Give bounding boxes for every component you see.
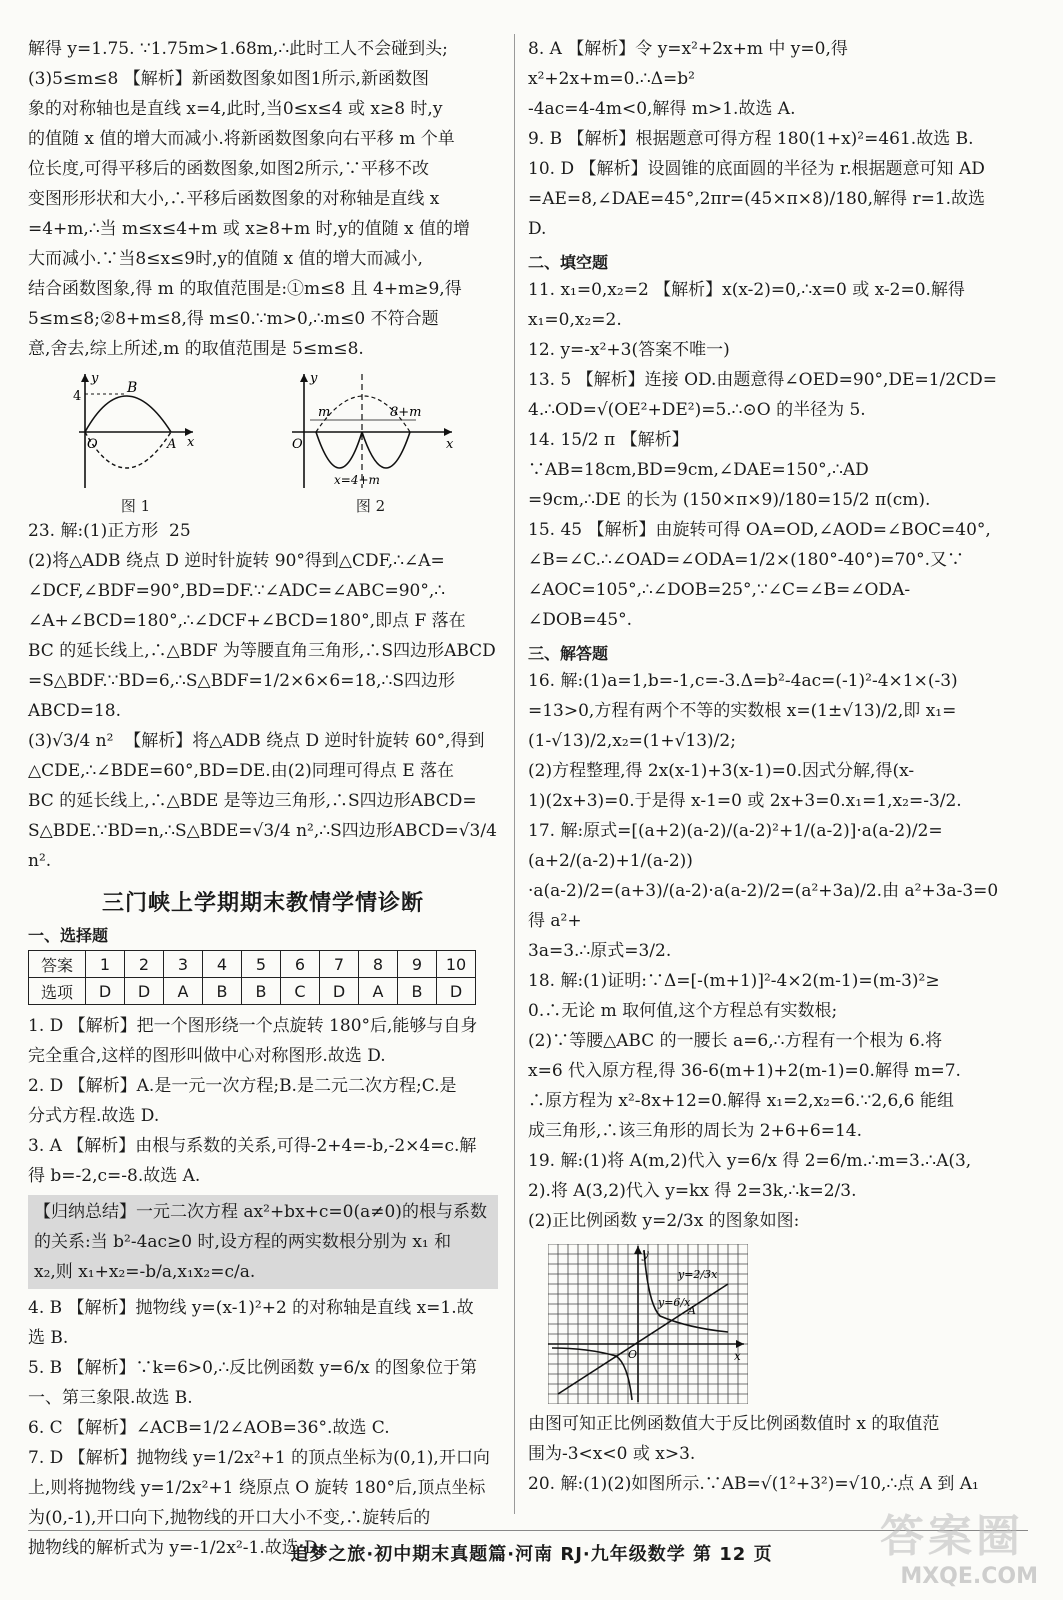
text-line: S△BDE.∵BD=n,∴S△BDE=√3/4 n²,∴S四边形ABCD=√3/4 n². xyxy=(28,821,503,871)
text-line: (1-√13)/2,x₂=(1+√13)/2; xyxy=(528,731,736,751)
fig2-8m-label: 8+m xyxy=(389,405,421,420)
text-line: 23. 解:(1)正方形 25 xyxy=(28,521,191,541)
footer-rule xyxy=(28,1530,1028,1531)
text-line: (3)5≤m≤8 【解析】新函数图象如图1所示,新函数图 xyxy=(28,69,429,89)
text-line: 3. A 【解析】由根与系数的关系,可得-2+4=-b,-2×4=c.解 xyxy=(28,1136,477,1156)
text-line: 8. A 【解析】令 y=x²+2x+m 中 y=0,得 x²+2x+m=0.∴Δ=b² xyxy=(528,39,854,89)
text-line: ∴原方程为 x²-8x+12=0.解得 x₁=2,x₂=6.∵2,6,6 能组 xyxy=(528,1091,954,1111)
fig1-y-label: y xyxy=(90,371,98,386)
text-line: 15. 45 【解析】由旋转可得 OA=OD,∠AOD=∠BOC=40°, xyxy=(528,520,991,540)
text-line: x₁=0,x₂=2. xyxy=(528,310,622,330)
figure-row xyxy=(28,370,498,516)
text-line: 得 b=-2,c=-8.故选 A. xyxy=(28,1166,201,1186)
text-line: 完全重合,这样的图形叫做中心对称图形.故选 D. xyxy=(28,1046,386,1066)
answer-table-number: 10 xyxy=(437,951,476,978)
fig2-m-label: m xyxy=(317,405,330,420)
fig2-axis-label: x=4+m xyxy=(333,473,380,487)
answer-table-choice: C xyxy=(281,978,320,1005)
text-line: 12. y=-x²+3(答案不唯一) xyxy=(528,340,730,360)
answer-table-choice: D xyxy=(320,978,359,1005)
text-line: 16. 解:(1)a=1,b=-1,c=-3.Δ=b²-4ac=(-1)²-4×1×(-3) xyxy=(528,671,958,691)
text-line: -4ac=4-4m<0,解得 m>1.故选 A. xyxy=(528,99,796,119)
graph-eq1-label: y=2/3x xyxy=(678,1268,718,1281)
text-line: ·a(a-2)/2=(a+3)/(a-2)·a(a-2)/2=(a²+3a)/2.由 a²+3a-3=0 得 a²+ xyxy=(528,881,1004,931)
text-line: 一、第三象限.故选 B. xyxy=(28,1388,193,1408)
text-line: 3a=3.∴原式=3/2. xyxy=(528,941,672,961)
graph-a-label: A xyxy=(688,1304,696,1317)
text-line: 4. B 【解析】抛物线 y=(x-1)²+2 的对称轴是直线 x=1.故 xyxy=(28,1298,474,1318)
text-line: 19. 解:(1)将 A(m,2)代入 y=6/x 得 2=6/m.∴m=3.∴A(3, xyxy=(528,1151,972,1171)
text-line: 0.∴无论 m 取何值,这个方程总有实数根; xyxy=(528,1001,838,1021)
text-line: (2)方程整理,得 2x(x-1)+3(x-1)=0.因式分解,得(x- xyxy=(528,761,915,781)
summary-line: 【归纳总结】一元二次方程 ax²+bx+c=0(a≠0)的根与系数 xyxy=(34,1202,487,1222)
text-line: 解得 y=1.75. ∵1.75m>1.68m,∴此时工人不会碰到头; xyxy=(28,39,448,59)
answer-table-number: 1 xyxy=(86,951,125,978)
text-line: 位长度,可得平移后的函数图象,如图2所示,∵平移不改 xyxy=(28,159,430,179)
text-line: 20. 解:(1)(2)如图所示.∵AB=√(1²+3²)=√10,∴点 A 到 A₁ xyxy=(528,1474,979,1494)
text-line: 结合函数图象,得 m 的取值范围是:①m≤8 且 4+m≥9,得 xyxy=(28,279,462,299)
summary-box xyxy=(28,1195,498,1289)
fig2-y-label: y xyxy=(309,371,317,386)
answer-table-choice: D xyxy=(86,978,125,1005)
answer-table-number: 4 xyxy=(203,951,242,978)
solve-solutions xyxy=(528,666,1008,1236)
text-line: 上,则将抛物线 y=1/2x²+1 绕原点 O 旋转 180°后,顶点坐标 xyxy=(28,1478,486,1498)
fig2-x-label: x xyxy=(445,437,453,452)
text-line: 分式方程.故选 D. xyxy=(28,1106,160,1126)
text-line: (2)∵等腰△ABC 的一腰长 a=6,∴方程有一个根为 6.将 xyxy=(528,1031,943,1051)
section-solve-heading: 三、解答题 xyxy=(528,644,609,663)
figure-1-graph xyxy=(71,370,201,490)
answer-table-number: 5 xyxy=(242,951,281,978)
answer-table-number: 7 xyxy=(320,951,359,978)
answer-table-choice: A xyxy=(164,978,203,1005)
left-column xyxy=(28,34,503,1563)
answer-table-header-row xyxy=(29,951,476,978)
choice-explanations-cont xyxy=(28,1293,498,1563)
text-line: 13. 5 【解析】连接 OD.由题意得∠OED=90°,DE=1/2CD= xyxy=(528,370,997,390)
text-line: 抛物线的解析式为 y=-1/2x²-1.故选 D. xyxy=(28,1538,323,1558)
answer-table xyxy=(28,950,476,1005)
text-line: 大而减小.∵当8≤x≤9时,y的值随 x 值的增大而减小, xyxy=(28,249,423,269)
text-line: 6. C 【解析】∠ACB=1/2∠AOB=36°.故选 C. xyxy=(28,1418,390,1438)
text-line: ∠B=∠C.∴∠OAD=∠ODA=1/2×(180°-40°)=70°.又∵ xyxy=(528,550,964,570)
text-line: 为(0,-1),开口向下,抛物线的开口大小不变,∴旋转后的 xyxy=(28,1508,431,1528)
text-line: 7. D 【解析】抛物线 y=1/2x²+1 的顶点坐标为(0,1),开口向 xyxy=(28,1448,490,1468)
section-choice-heading: 一、选择题 xyxy=(28,926,109,945)
text-line: 9. B 【解析】根据题意可得方程 180(1+x)²=461.故选 B. xyxy=(528,129,974,149)
answer-table-number: 6 xyxy=(281,951,320,978)
text-line: 由图可知正比例函数值大于反比例函数值时 x 的取值范 xyxy=(528,1414,940,1434)
solve-solutions-cont xyxy=(528,1409,1008,1499)
graph-x-label: x xyxy=(734,1349,741,1363)
summary-line: x₂,则 x₁+x₂=-b/a,x₁x₂=c/a. xyxy=(34,1262,256,1282)
graph-eq2-label: y=6/x xyxy=(658,1296,691,1309)
q22-solution-text xyxy=(28,34,498,364)
text-line: 17. 解:原式=[(a+2)(a-2)/(a-2)²+1/(a-2)]·a(a-2)/2=(a+2/(a-2)+1/(a-2)) xyxy=(528,821,943,871)
answer-table-choice: B xyxy=(203,978,242,1005)
text-line: (2)正比例函数 y=2/3x 的图象如图: xyxy=(528,1211,800,1231)
figure-1 xyxy=(71,370,201,516)
answer-table-answer-row xyxy=(29,978,476,1005)
choice-explanations-right xyxy=(528,34,1008,244)
text-line: 5≤m≤8;②8+m≤8,得 m≤0.∵m>0,∴m≤0 不符合题 xyxy=(28,309,439,329)
watermark xyxy=(880,1500,1050,1590)
answer-table-number: 9 xyxy=(398,951,437,978)
text-line: 1)(2x+3)=0.于是得 x-1=0 或 2x+3=0.x₁=1,x₂=-3/2. xyxy=(528,791,962,811)
text-line: 10. D 【解析】设圆锥的底面圆的半径为 r.根据题意可知 AD xyxy=(528,159,985,179)
text-line: 象的对称轴也是直线 x=4,此时,当0≤x≤4 或 x≥8 时,y xyxy=(28,99,443,119)
page-footer: 追梦之旅·初中期末真题篇·河南 RJ·九年级数学 第 12 页 xyxy=(290,1544,773,1565)
summary-line: 的关系:当 b²-4ac≥0 时,设方程的两实数根分别为 x₁ 和 xyxy=(34,1232,452,1252)
text-line: 变图形形状和大小,∴平移后函数图象的对称轴是直线 x xyxy=(28,189,440,209)
fig2-o-label: O xyxy=(291,437,303,452)
text-line: 5. B 【解析】∵k=6>0,∴反比例函数 y=6/x 的图象位于第 xyxy=(28,1358,477,1378)
figure-1-caption: 图 1 xyxy=(120,497,151,515)
exam-title: 三门峡上学期期末教情学情诊断 xyxy=(101,891,424,916)
text-line: ∠A+∠BCD=180°,∴∠DCF+∠BCD=180°,即点 F 落在 xyxy=(28,611,466,631)
text-line: =AE=8,∠DAE=45°,2πr=(45×π×8)/180,解得 r=1.故选 D. xyxy=(528,189,991,239)
text-line: =4+m,∴当 m≤x≤4+m 或 x≥8+m 时,y的值随 x 值的增 xyxy=(28,219,471,239)
watermark-url: MXQE.COM xyxy=(900,1564,1038,1589)
text-line: (2)将△ADB 绕点 D 逆时针旋转 90°得到△CDF,∴∠A= xyxy=(28,551,445,571)
watermark-logo-text: 答案圈 xyxy=(880,1511,1024,1562)
text-line: x=6 代入原方程,得 36-6(m+1)+2(m-1)=0.解得 m=7. xyxy=(528,1061,961,1081)
text-line: △CDE,∴∠BDE=60°,BD=DE.由(2)同理可得点 E 落在 xyxy=(28,761,455,781)
text-line: 11. x₁=0,x₂=2 【解析】x(x-2)=0,∴x=0 或 x-2=0.解得 xyxy=(528,280,965,300)
answer-table-number: 2 xyxy=(125,951,164,978)
answer-table-choice: B xyxy=(398,978,437,1005)
text-line: ∠DCF,∠BDF=90°,BD=DF.∵∠ADC=∠ABC=90°,∴ xyxy=(28,581,446,601)
figure-2-caption: 图 2 xyxy=(355,497,386,515)
text-line: ∠DOB=45°. xyxy=(528,610,633,630)
text-line: 4.∴OD=√(OE²+DE²)=5.∴⊙O 的半径为 5. xyxy=(528,400,866,420)
answer-table-choice: D xyxy=(125,978,164,1005)
fill-blank-solutions xyxy=(528,275,1008,635)
answer-table-choice: B xyxy=(242,978,281,1005)
text-line: 14. 15/2 π 【解析】∵AB=18cm,BD=9cm,∠DAE=150°,∴AD xyxy=(528,430,869,480)
text-line: ∠AOC=105°,∴∠DOB=25°,∵∠C=∠B=∠ODA- xyxy=(528,580,911,600)
graph-o-label: O xyxy=(628,1348,638,1361)
answer-table-choice: A xyxy=(359,978,398,1005)
figure-2 xyxy=(286,370,456,516)
right-column xyxy=(528,34,1008,1499)
graph-y-label: y xyxy=(642,1247,649,1261)
text-line: 1. D 【解析】把一个图形绕一个点旋转 180°后,能够与自身 xyxy=(28,1016,478,1036)
text-line: 的值随 x 值的增大而减小.将新函数图象向右平移 m 个单 xyxy=(28,129,455,149)
answer-table-choice: D xyxy=(437,978,476,1005)
answer-table-number: 3 xyxy=(164,951,203,978)
q23-solution-text xyxy=(28,516,503,876)
text-line: BC 的延长线上,∴△BDF 为等腰直角三角形,∴S四边形ABCD xyxy=(28,641,496,661)
text-line: (3)√3/4 n² 【解析】将△ADB 绕点 D 逆时针旋转 60°,得到 xyxy=(28,731,485,751)
text-line: 围为-3<x<0 或 x>3. xyxy=(528,1444,696,1464)
fig1-o-label: O xyxy=(86,437,98,452)
function-graph xyxy=(548,1244,1008,1409)
text-line: =13>0,方程有两个不等的实数根 x=(1±√13)/2,即 x₁= xyxy=(528,701,957,721)
text-line: BC 的延长线上,∴△BDE 是等边三角形,∴S四边形ABCD= xyxy=(28,791,477,811)
text-line: 选 B. xyxy=(28,1328,69,1348)
fig1-b-label: B xyxy=(126,380,137,396)
choice-explanations xyxy=(28,1011,498,1191)
text-line: 2).将 A(3,2)代入 y=kx 得 2=3k,∴k=2/3. xyxy=(528,1181,857,1201)
fig1-four-label: 4 xyxy=(72,389,81,404)
column-divider xyxy=(514,34,515,1514)
function-graph-svg xyxy=(548,1244,748,1404)
figure-2-graph xyxy=(286,370,456,490)
text-line: =S△BDF.∵BD=6,∴S△BDF=1/2×6×6=18,∴S四边形ABCD=18. xyxy=(28,671,455,721)
text-line: =9cm,∴DE 的长为 (150×π×9)/180=15/2 π(cm). xyxy=(528,490,931,510)
text-line: 成三角形,∴该三角形的周长为 2+6+6=14. xyxy=(528,1121,863,1141)
answer-table-row-label: 选项 xyxy=(29,978,86,1005)
fig1-a-label: A xyxy=(166,437,176,452)
text-line: 18. 解:(1)证明:∵Δ=[-(m+1)]²-4×2(m-1)=(m-3)²≥ xyxy=(528,971,940,991)
answer-table-number: 8 xyxy=(359,951,398,978)
text-line: 意,舍去,综上所述,m 的取值范围是 5≤m≤8. xyxy=(28,339,364,359)
fig1-x-label: x xyxy=(186,435,194,450)
section-fill-heading: 二、填空题 xyxy=(528,253,609,272)
text-line: 2. D 【解析】A.是一元一次方程;B.是二元二次方程;C.是 xyxy=(28,1076,457,1096)
answer-table-header-label: 答案 xyxy=(29,951,86,978)
